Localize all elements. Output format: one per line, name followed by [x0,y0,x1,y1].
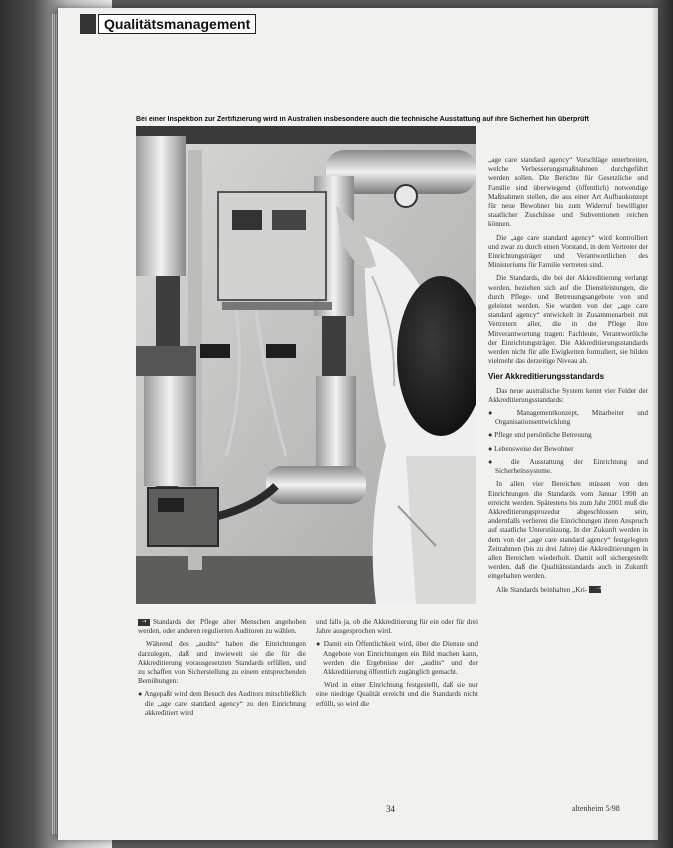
photo-caption: Bei einer Inspektion zur Zertifizierung wird in Australien insbesondere auch die technische Ausstattung auf ihre Sicherheit hin überprüft [136,116,589,123]
section-title: Qualitätsmanagement [98,14,256,34]
bullet-item: ● Lebensweise der Bewohner [488,444,574,453]
paragraph: Die „age care standard agency“ wird kontrolliert und zwar zu durch einen Vorstand, in dem Vertreter der Einrichtungsträger und Verantwortlichen des Ministeriums für Familie vertreten sind. [488,233,648,270]
bullet-item: ● Pflege und persönliche Betreuung [488,431,592,440]
bullet-item: ● Damit ein Öffentlichkeit wird, über die Dienste und Angebote von Einrichtungen ein Bild machen kann, werden die Ergebnisse der „audits“ und der Akkreditierung öffentlich zugänglich gemacht. [316,640,478,677]
paragraph: In allen vier Bereichen müssen von den Einrichtungen die Standards vom Januar 1998 an erreicht werden. Spätestens bis zum Jahr 2001 muß die Akkreditierungsprozedur abgeschlossen sein, andernfalls verlieren die Einrichtungen ihren Anspruch auf staatliche Unterstützung. In der Zukunft werden in dem von der „age care standard agency“ festgelegten Zeitrahmen (bis zu drei Jahre) die Akkreditierungen in allen Bereichen wiederholt. Damit soll sichergestellt werden, daß die Qualitätsstandards auch in Zukunft eingehalten werden. [488,480,648,581]
photo-icon [136,126,476,604]
paragraph: Wird in einer Einrichtung festgestellt, daß sie nur eine niedrige Qualität erreicht und die Standards nicht erfüllt, so wird die [316,681,478,708]
paragraph: und falls ja, ob die Akkreditierung für ein oder für drei Jahre ausgesprochen wird. [316,618,478,636]
right-text-column [488,156,648,599]
paragraph: Alle Standards beinhalten „Kri- ⇢ [496,585,603,594]
section-marker [80,14,96,34]
paragraph: Die Standards, die bei der Akkreditierung verlangt werden, beziehen sich auf die Dienstleistungen, die durch Pflege- und Betreuungsangebote von und geleistet werden. Sie wurden von der „age care standard agency“ entwickelt in Zusammenarbeit mit Vertretern aller, die in der Pflege ihre Mitverantwortung tragen: Fachleute, Verantwortliche der Einrichtungsträger. Die Akkreditierungsstandards werden nicht für alle Ewigkeiten formuliert, sie bilden vielmehr das derzeitige Niveau ab. [488,274,648,366]
paragraph: Während des „audits“ haben die Einrichtungen darzulegen, daß und inwieweit sie die für die Akkreditierung vorausgesetzten Standards erfüllen, und zu schaffen von Sicherstellung zu einem entsprechenden Bemühungen: [138,640,306,686]
page-shadow [651,0,673,848]
bullet-item: ● die Ausstattung der Einrichtung und Sicherheitssysteme. [488,457,648,476]
paragraph: „age care standard agency“ Vorschläge unterbreiten, welche Verbesserungsmaßnahmen durchgeführt werden sollen. Die Berichte für Gesetzliche und Familie sind überwiegend (öffentlich) notwendige Maßnahmen stellen, die aus einer Art Aufbaukonzept für neue Bewohner bis zum Widerruf bewilligter staatlicher Zuschüsse und Subventionen reichen können. [488,156,648,229]
section-header [80,12,256,36]
continue-marker: ⇢ [138,619,150,626]
page-number: 34 [386,804,395,814]
bullet-item: ● Angepaßt wird dem Besuch des Auditors mitschließlich die „age care standard agency“ zu den Einrichtung akkreditiert wird [138,690,306,717]
bottom-left-text-column [138,618,306,722]
continue-marker: ⇢ [589,586,601,593]
paragraph: ⇢ Standards der Pflege alter Menschen angehoben werden, oder anderen regulierten Auditoren zu wählen. [138,618,306,636]
publication-footer: altenheim 5/98 [572,804,620,813]
paragraph: Das neue australische System kennt vier Felder der Akkreditierungsstandards: [488,386,648,404]
subheading: Vier Akkreditierungsstandards [488,372,605,382]
bottom-mid-text-column [316,618,478,713]
bullet-item: ● Managementkonzept, Mitarbeiter und Organisationsentwicklung [488,409,649,427]
